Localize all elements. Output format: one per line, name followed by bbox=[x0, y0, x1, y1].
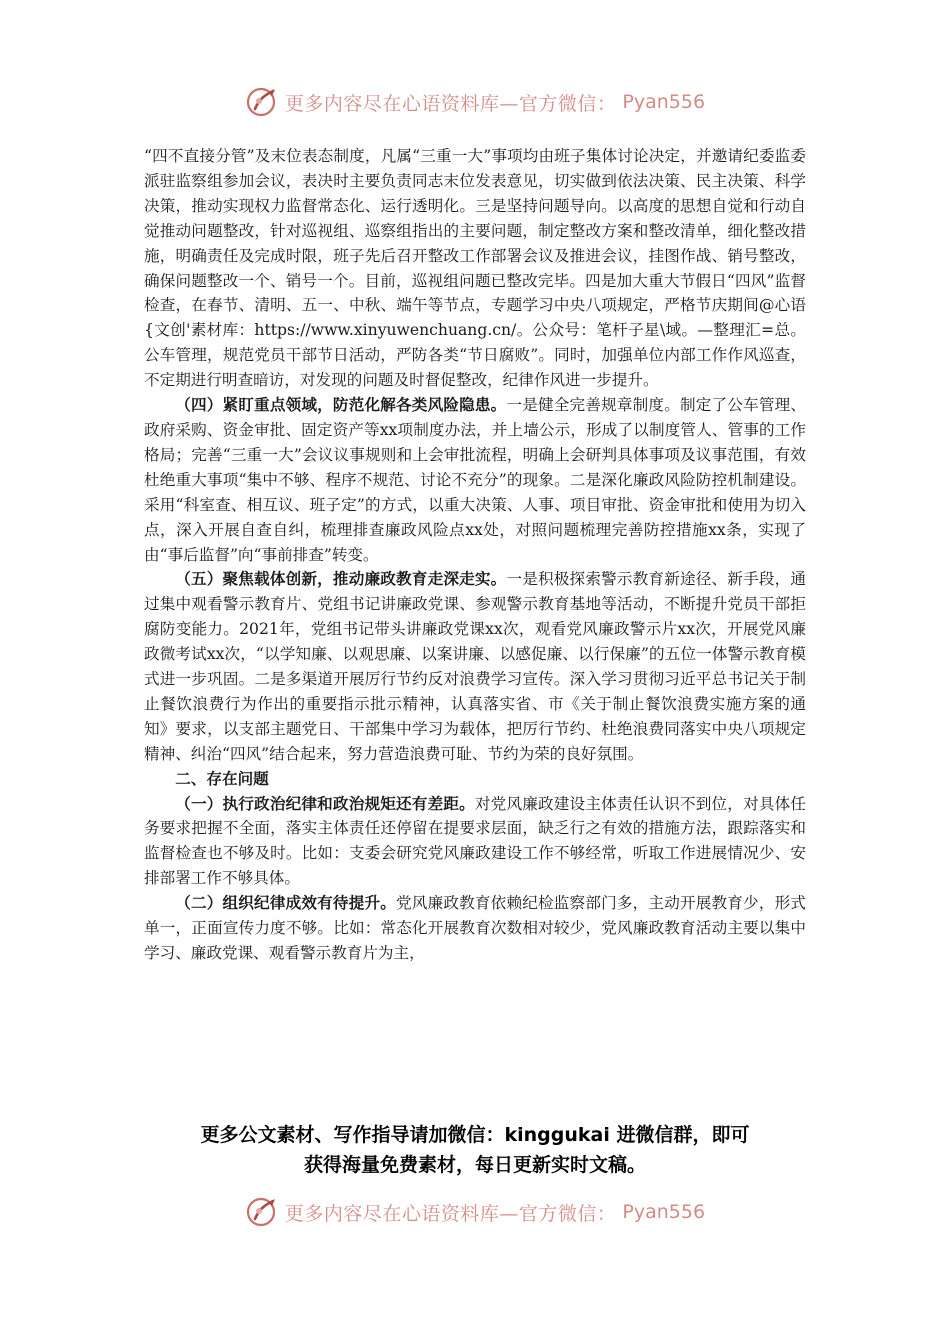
section-heading: （四）紧盯重点领域，防范化解各类风险隐患。 bbox=[175, 395, 507, 415]
header-banner bbox=[0, 82, 950, 122]
paragraph: （一）执行政治纪律和政治规矩还有差距。对党风廉政建设主体责任认识不到位，对具体任务要求把握不全面，落实主体责任还停留在提要求层面，缺乏行之有效的措施方法，跟踪落实和监督检查也不够及时。比如：支委会研究党风廉政建设工作不够经常，听取工作进展情况少、安排部署工作不够具体。 bbox=[144, 793, 806, 888]
header-banner-id: Pyan556 bbox=[622, 91, 706, 113]
section-heading: （二）组织纪律成效有待提升。 bbox=[175, 893, 397, 913]
document-body bbox=[144, 144, 806, 966]
section-heading: （一）执行政治纪律和政治规矩还有差距。 bbox=[175, 793, 475, 813]
brand-logo-icon bbox=[245, 85, 279, 119]
brand-logo-icon bbox=[245, 1195, 279, 1229]
promo-line-1: 更多公文素材、写作指导请加微信：kinggukai 进微信群，即可 bbox=[200, 1124, 750, 1146]
promo-line-2: 获得海量免费素材，每日更新实时文稿。 bbox=[303, 1154, 646, 1176]
paragraph: “四不直接分管”及末位表态制度，凡属“三重一大”事项均由班子集体讨论决定，并邀请纪委监委派驻监察组参加会议，表决时主要负责同志末位发表意见，切实做到依法决策、民主决策、科学决策，推动实现权力监督常态化、运行透明化。三是坚持问题导向。以高度的思想自觉和行动自觉推动问题整改，针对巡视组、巡察组指出的主要问题，制定整改方案和整改清单，细化整改措施，明确责任及完成时限，班子先后召开整改工作部署会议及推进会议，挂图作战、销号整改，确保问题整改一个、销号一个。目前，巡视组问题已整改完毕。四是加大重大节假日“四风”监督检查，在春节、清明、五一、中秋、端午等节点，专题学习中央八项规定，严格节庆期间@心语{文创'素材库：https://www.xinyuwenchuang.cn/。公众号：笔杆子星\域。—整理汇=总。公车管理，规范党员干部节日活动，严防各类“节日腐败”。同时，加强单位内部工作作风巡查，不定期进行明查暗访，对发现的问题及时督促整改，纪律作风进一步提升。 bbox=[144, 147, 806, 390]
paragraph: （四）紧盯重点领域，防范化解各类风险隐患。一是健全完善规章制度。制定了公车管理、政府采购、资金审批、固定资产等xx项制度办法，并上墙公示，形成了以制度管人、管事的工作格局；完善“三重一大”会议议事规则和上会审批流程，明确上会研判具体事项及议事范围，有效杜绝重大事项“集中不够、程序不规范、讨论不充分”的现象。二是深化廉政风险防控机制建设。采用“科室查、相互议、班子定”的方式，以重大决策、人事、项目审批、资金审批和使用为切入点，深入开展自查自纠，梳理排查廉政风险点xx处，对照问题梳理完善防控措施xx条，实现了由“事后监督”向“事前排查”转变。 bbox=[144, 395, 806, 564]
header-banner-text: 更多内容尽在心语资料库—官方微信： bbox=[284, 92, 617, 115]
paragraph bbox=[144, 767, 806, 792]
footer-banner bbox=[0, 1192, 950, 1232]
promo-notice bbox=[120, 1120, 830, 1180]
footer-banner-text: 更多内容尽在心语资料库—官方微信： bbox=[284, 1202, 617, 1225]
paragraph: （五）聚焦载体创新，推动廉政教育走深走实。一是积极探索警示教育新途径、新手段，通过集中观看警示教育片、党组书记讲廉政党课、参观警示教育基地等活动，不断提升党员干部拒腐防变能力。2021年，党组书记带头讲廉政党课xx次，观看党风廉政警示片xx次，开展党风廉政微考试xx次，“以学知廉、以观思廉、以案讲廉、以感促廉、以行保廉”的五位一体警示教育模式进一步巩固。二是多渠道开展厉行节约反对浪费学习宣传。深入学习贯彻习近平总书记关于制止餐饮浪费行为作出的重要指示批示精神，认真落实省、市《关于制止餐饮浪费实施方案的通知》要求，以支部主题党日、干部集中学习为载体，把厉行节约、杜绝浪费同落实中央八项规定精神、纠治“四风”结合起来，努力营造浪费可耻、节约为荣的良好氛围。 bbox=[144, 569, 806, 763]
chapter-heading: 二、存在问题 bbox=[175, 768, 269, 788]
footer-banner-id: Pyan556 bbox=[622, 1201, 706, 1223]
paragraph: （二）组织纪律成效有待提升。党风廉政教育依赖纪检监察部门多，主动开展教育少，形式单一，正面宣传力度不够。比如：常态化开展教育次数相对较少，党风廉政教育活动主要以集中学习、廉政党课、观看警示教育片为主， bbox=[144, 893, 806, 962]
section-heading: （五）聚焦载体创新，推动廉政教育走深走实。 bbox=[175, 569, 507, 589]
